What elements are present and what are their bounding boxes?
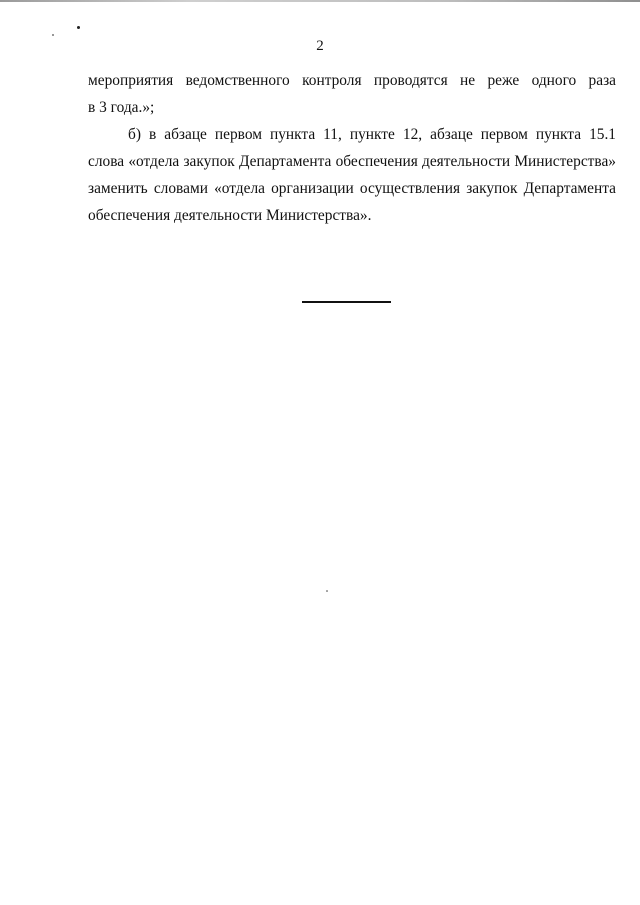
scan-speck — [326, 590, 328, 592]
scan-speck — [77, 26, 80, 29]
scan-top-edge — [0, 0, 640, 2]
text-line: в 3 года.»; — [88, 99, 155, 116]
page-number: 2 — [316, 38, 324, 54]
text-line: слова «отдела закупок Департамента обеспечения деятельности Министерства» — [88, 153, 616, 170]
document-body — [88, 67, 616, 229]
text-line: б) в абзаце первом пункта 11, пункте 12, абзаце первом пункта 15.1 — [128, 126, 616, 143]
closing-rule — [302, 301, 391, 303]
scan-speck — [52, 34, 54, 36]
text-line: мероприятия ведомственного контроля проводятся не реже одного раза — [88, 72, 616, 89]
text-line: обеспечения деятельности Министерства». — [88, 207, 372, 224]
text-line: заменить словами «отдела организации осуществления закупок Департамента — [88, 180, 616, 197]
